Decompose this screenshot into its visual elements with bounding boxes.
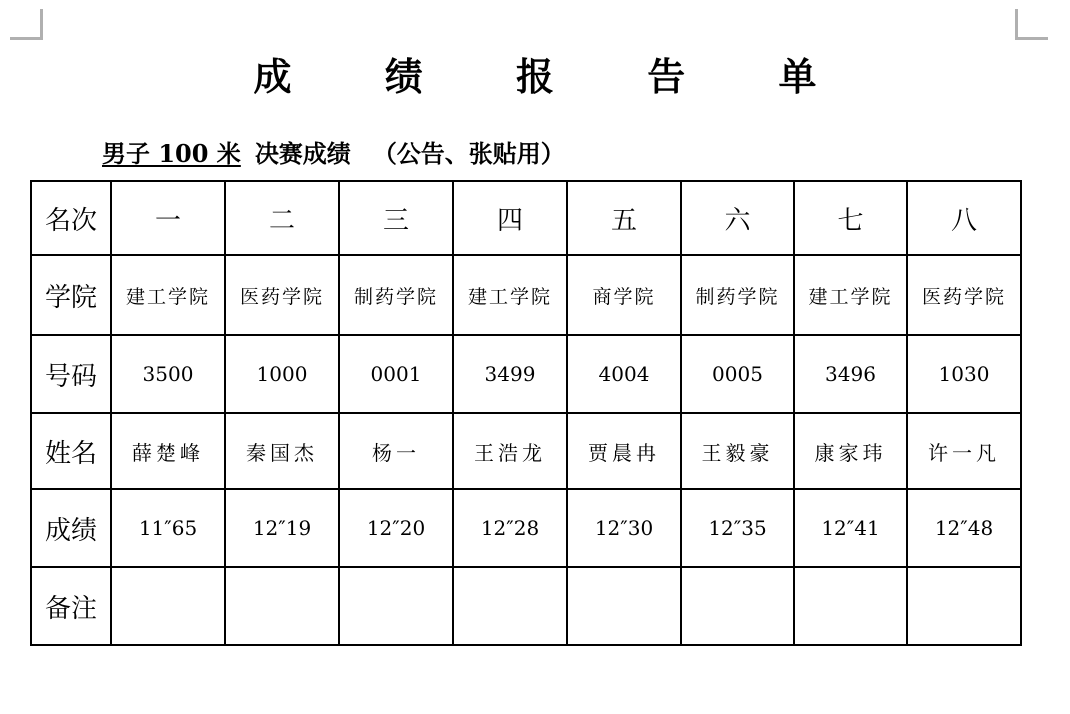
bib-number-cell: 1000	[225, 335, 339, 413]
bib-number-cell: 3496	[794, 335, 907, 413]
college-cell: 制药学院	[681, 255, 794, 335]
results-table	[30, 180, 1022, 646]
row-header-score: 成绩	[31, 489, 111, 567]
rank-cell: 三	[339, 181, 453, 255]
bib-number-cell: 3499	[453, 335, 567, 413]
athlete-name-cell: 许一凡	[907, 413, 1021, 489]
number-row	[31, 335, 1021, 413]
rank-cell: 七	[794, 181, 907, 255]
college-cell: 制药学院	[339, 255, 453, 335]
row-header-name: 姓名	[31, 413, 111, 489]
row-header-number: 号码	[31, 335, 111, 413]
athlete-name-cell: 康家玮	[794, 413, 907, 489]
rank-cell: 二	[225, 181, 339, 255]
remarks-cell	[567, 567, 681, 645]
page-title: 成 绩 报 告 单	[253, 55, 857, 99]
remarks-cell	[681, 567, 794, 645]
athlete-name-cell: 王浩龙	[453, 413, 567, 489]
bib-number-cell: 3500	[111, 335, 225, 413]
score-cell: 12″30	[567, 489, 681, 567]
rank-cell: 四	[453, 181, 567, 255]
athlete-name-cell: 薛楚峰	[111, 413, 225, 489]
bib-number-cell: 1030	[907, 335, 1021, 413]
college-cell: 建工学院	[111, 255, 225, 335]
remarks-cell	[339, 567, 453, 645]
score-cell: 12″48	[907, 489, 1021, 567]
college-cell: 医药学院	[225, 255, 339, 335]
crop-mark-top-right	[1015, 9, 1048, 40]
rank-cell: 六	[681, 181, 794, 255]
crop-mark-top-left	[10, 9, 43, 40]
remarks-cell	[907, 567, 1021, 645]
college-row	[31, 255, 1021, 335]
college-cell: 建工学院	[794, 255, 907, 335]
athlete-name-cell: 杨一	[339, 413, 453, 489]
remarks-cell	[111, 567, 225, 645]
rank-row	[31, 181, 1021, 255]
remarks-row	[31, 567, 1021, 645]
athlete-name-cell: 王毅豪	[681, 413, 794, 489]
event-name: 男子 100 米	[102, 139, 241, 168]
row-header-rank: 名次	[31, 181, 111, 255]
subtitle	[102, 134, 565, 169]
stage-label: 决赛成绩	[254, 139, 351, 168]
bib-number-cell: 4004	[567, 335, 681, 413]
college-cell: 医药学院	[907, 255, 1021, 335]
athlete-name-cell: 贾晨冉	[567, 413, 681, 489]
score-row	[31, 489, 1021, 567]
rank-cell: 五	[567, 181, 681, 255]
rank-cell: 一	[111, 181, 225, 255]
row-header-college: 学院	[31, 255, 111, 335]
bib-number-cell: 0001	[339, 335, 453, 413]
remarks-cell	[794, 567, 907, 645]
remarks-cell	[453, 567, 567, 645]
remarks-cell	[225, 567, 339, 645]
score-cell: 12″28	[453, 489, 567, 567]
usage-note: （公告、张贴用）	[372, 139, 565, 168]
athlete-name-cell: 秦国杰	[225, 413, 339, 489]
rank-cell: 八	[907, 181, 1021, 255]
row-header-remarks: 备注	[31, 567, 111, 645]
score-cell: 12″41	[794, 489, 907, 567]
college-cell: 商学院	[567, 255, 681, 335]
score-cell: 12″19	[225, 489, 339, 567]
score-cell: 11″65	[111, 489, 225, 567]
bib-number-cell: 0005	[681, 335, 794, 413]
name-row	[31, 413, 1021, 489]
college-cell: 建工学院	[453, 255, 567, 335]
score-cell: 12″20	[339, 489, 453, 567]
score-cell: 12″35	[681, 489, 794, 567]
